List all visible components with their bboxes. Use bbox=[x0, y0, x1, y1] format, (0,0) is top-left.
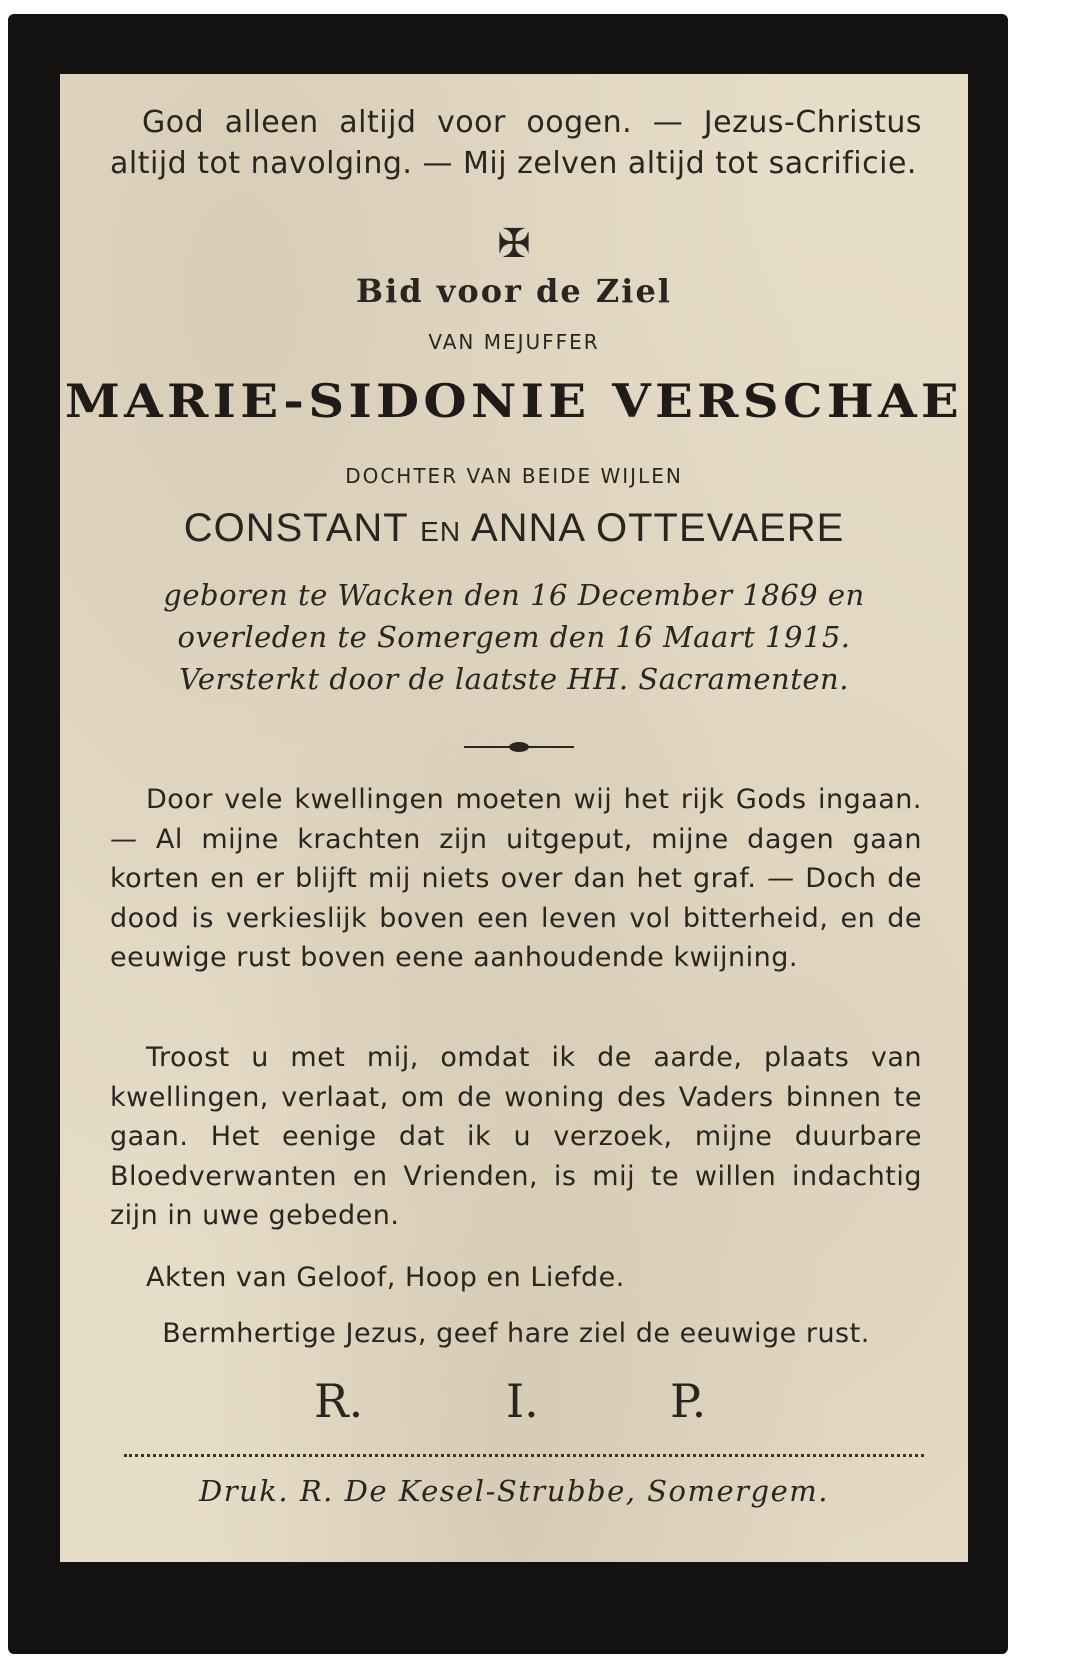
prayer-paragraph-1: Door vele kwellingen moeten wij het rijk Gods ingaan. — Al mijne krachten zijn uitgeput, mijne dagen gaan korten en er blijft mij niets over dan het graf. — Doch de dood is verkieslijk boven een leven vol bitterheid, en de eeuwige rust boven eene aanhoudende kwijning. bbox=[110, 784, 922, 973]
cross-icon: ✠ bbox=[497, 221, 531, 267]
dotted-rule bbox=[124, 1454, 924, 1457]
mother-name: ANNA OTTEVAERE bbox=[470, 506, 845, 550]
father-name: CONSTANT bbox=[183, 506, 409, 550]
ornament-divider bbox=[464, 740, 574, 754]
motto-text: God alleen altijd voor oogen. — Jezus-Christus altijd tot navolging. — Mij zelven altijd tot sacrificie. bbox=[110, 105, 922, 181]
title-line: VAN MEJUFFER bbox=[428, 330, 600, 354]
memorial-card-paper bbox=[60, 74, 968, 1562]
memorial-card-border bbox=[8, 14, 1008, 1654]
mercy-line: Bermhertige Jezus, geef hare ziel de eeuwige rust. bbox=[162, 1318, 870, 1349]
sacraments-line: Versterkt door de laatste HH. Sacramenten. bbox=[179, 662, 849, 696]
printer-line: Druk. R. De Kesel-Strubbe, Somergem. bbox=[199, 1474, 829, 1508]
birth-line: geboren te Wacken den 16 December 1869 en bbox=[163, 578, 865, 612]
rip-letter-r: R. bbox=[314, 1374, 364, 1428]
rip-letter-i: I. bbox=[506, 1374, 539, 1428]
parents-line bbox=[60, 506, 968, 551]
acts-line: Akten van Geloof, Hoop en Liefde. bbox=[146, 1262, 625, 1293]
relation-line: DOCHTER VAN BEIDE WIJLEN bbox=[345, 464, 683, 488]
death-line: overleden te Somergem den 16 Maart 1915. bbox=[177, 620, 851, 654]
pray-heading: Bid voor de Ziel bbox=[356, 272, 672, 310]
rip-letter-p: P. bbox=[670, 1374, 707, 1428]
dates-block bbox=[60, 574, 968, 700]
conjunction: EN bbox=[420, 516, 462, 547]
deceased-name: MARIE-SIDONIE VERSCHAE bbox=[64, 374, 964, 428]
prayer-paragraph-2: Troost u met mij, omdat ik de aarde, plaats van kwellingen, verlaat, om de woning des Vaders binnen te gaan. Het eenige dat ik u verzoek, mijne duurbare Bloedverwanten en Vrienden, is mij te willen indachtig zijn in uwe gebeden. bbox=[110, 1042, 922, 1231]
